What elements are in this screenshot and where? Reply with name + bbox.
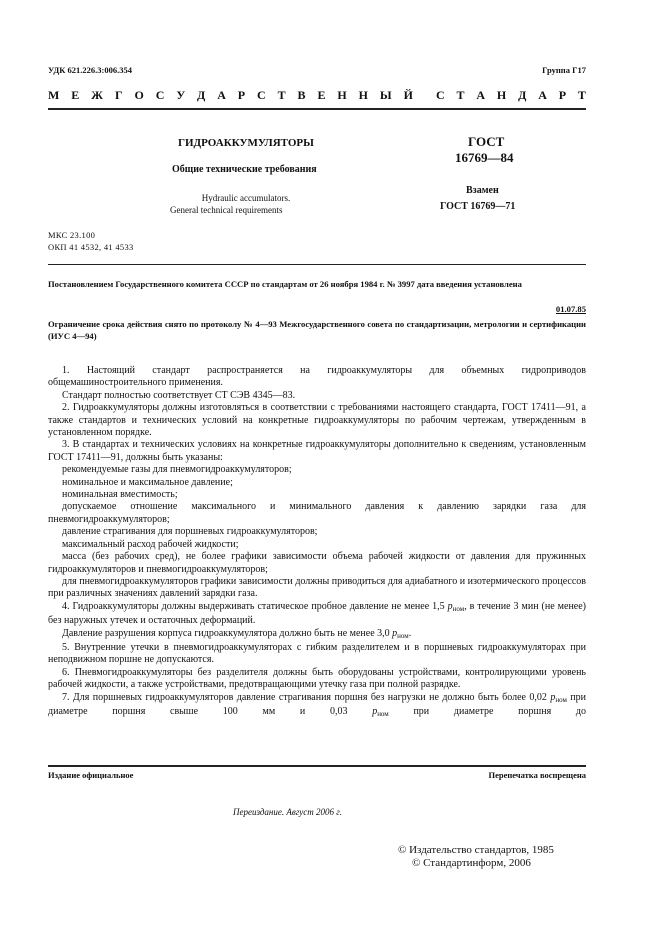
rupture-start: Давление разрушения корпуса гидроаккумулятора должно быть не менее 3,0 (62, 627, 393, 639)
banner-letter: С (257, 88, 266, 102)
standard-body (48, 365, 586, 720)
pressure-symbol: p (447, 600, 453, 612)
pressure-subscript: ном (452, 604, 465, 613)
banner-letter: А (538, 88, 547, 102)
banner-letter: Й (403, 88, 413, 102)
okp-code: ОКП 41 4532, 41 4533 (48, 242, 134, 252)
edition-label: Издание официальное (48, 770, 134, 780)
document-title: ГИДРОАККУМУЛЯТОРЫ (178, 137, 314, 149)
title-divider (48, 264, 586, 265)
list-item-flow-rate: максимальный расход рабочей жидкости; (62, 538, 239, 550)
reissue-note: Переиздание. Август 2006 г. (233, 807, 342, 817)
paragraph-7-end: при диаметре поршня до (388, 705, 587, 717)
banner-word-interstate (48, 88, 413, 103)
gost-label: ГОСТ (468, 134, 505, 149)
list-item-pressure: номинальное и максимальное давление; (62, 476, 233, 488)
paragraph-7 (48, 692, 586, 721)
banner-letter: Ы (379, 88, 392, 102)
paragraph-4 (48, 601, 586, 628)
udk-code: УДК 621.226.3:006.354 (48, 65, 132, 75)
standard-banner (48, 88, 586, 103)
banner-word-standard (436, 88, 586, 103)
banner-letter: Е (317, 88, 326, 102)
restriction-note: Ограничение срока действия снято по протоколу № 4—93 Межгосударственного совета по стандартизации, метрологии и сертификации (ИУС 4—94) (48, 319, 586, 341)
paragraph-1-note: Стандарт полностью соответствует СТ СЭВ 4345—83. (62, 389, 296, 401)
group-code: Группа Г17 (542, 65, 586, 75)
banner-letter: Р (558, 88, 567, 102)
gost-number: 16769—84 (455, 150, 514, 165)
list-item-graphs: для пневмогидроаккумуляторов графики зависимости должны приводиться для адиабатного и изотермического процессов при различных значениях давлений зарядки газа. (48, 575, 586, 600)
banner-letter: А (217, 88, 226, 102)
banner-letter: Н (496, 88, 507, 102)
copyright-1985: © Издательство стандартов, 1985 (398, 844, 554, 856)
list-item-capacity: номинальная вместимость; (62, 489, 178, 501)
pressure-subscript: ном (555, 695, 567, 704)
banner-letter: Т (577, 88, 586, 102)
rupture-end: . (408, 627, 412, 639)
list-item-breakaway-pressure: давление страгивания для поршневых гидроаккумуляторов; (62, 526, 318, 538)
footer-divider (48, 765, 586, 767)
copyright-2006: © Стандартинформ, 2006 (412, 857, 531, 869)
list-item-mass: масса (без рабочих сред), не более графики зависимости объема рабочей жидкости от давления для пружинных гидроаккумуляторов и пневмогидроаккумуляторов; (48, 551, 586, 575)
banner-letter: Д (197, 88, 206, 102)
banner-letter: М (48, 88, 60, 102)
paragraph-3: 3. В стандартах и технических условиях на конкретные гидроаккумуляторы дополнительно к сведениям, установленным ГОСТ 17411—91, должны быть указаны: (48, 439, 586, 463)
mks-code: МКС 23.100 (48, 230, 96, 240)
paragraph-6: 6. Пневмогидроаккумуляторы без разделителя должны быть оборудованы устройствами, контролирующими уровень рабочей жидкости, а также устройствами, предотвращающими утечку газа при полной разрядке. (48, 666, 586, 691)
banner-letter: Ж (91, 88, 104, 102)
banner-letter: Г (114, 88, 123, 102)
introduction-date: 01.07.85 (555, 304, 586, 314)
list-item-pressure-ratio: допускаемое отношение максимального и минимального давления к давлению зарядки газа для пневмогидроаккумуляторов; (48, 501, 586, 525)
banner-letter: О (134, 88, 144, 102)
replaces-label: Взамен (466, 185, 499, 196)
banner-letter: Н (358, 88, 368, 102)
banner-letter: С (155, 88, 165, 102)
decree-text: Постановлением Государственного комитета СССР по стандартам от 26 ноября 1984 г. № 3997 дата введения установлена (48, 279, 522, 289)
banner-letter: С (436, 88, 445, 102)
banner-letter: Н (337, 88, 347, 102)
pressure-symbol: p (392, 627, 398, 639)
paragraph-1: 1. Настоящий стандарт распространяется на гидроаккумуляторы для объемных гидроприводов общемашиностроительного применения. (48, 365, 586, 389)
banner-letter: Е (71, 88, 80, 102)
paragraph-4-end: , в течение 3 мин (не менее) без наружных утечек и остаточных деформаций. (48, 600, 586, 627)
english-title-line2: General technical requirements (170, 205, 283, 215)
document-subtitle: Общие технические требования (172, 164, 317, 175)
banner-letter: А (476, 88, 486, 102)
banner-letter: Т (456, 88, 465, 102)
pressure-subscript: ном (377, 709, 389, 718)
banner-letter: У (176, 88, 186, 102)
paragraph-7-start: 7. Для поршневых гидроаккумуляторов давление страгивания поршня без нагрузки не должно быть более 0,02 (62, 691, 551, 703)
pressure-symbol: p (550, 691, 556, 703)
paragraph-7-middle: при диаметре поршня свыше 100 мм и 0,03 (48, 691, 587, 717)
pressure-symbol: p (372, 705, 378, 717)
paragraph-4-rupture (48, 628, 586, 642)
reprint-label: Перепечатка воспрещена (488, 770, 586, 780)
banner-letter: Т (277, 88, 286, 102)
pressure-subscript: ном (397, 631, 409, 640)
english-title-line1: Hydraulic accumulators. (201, 193, 291, 203)
banner-letter: Р (237, 88, 246, 102)
paragraph-4-start: 4. Гидроаккумуляторы должны выдерживать статическое пробное давление не менее 1,5 (62, 600, 448, 612)
paragraph-2: 2. Гидроаккумуляторы должны изготовляться в соответствии с требованиями настоящего стандарта, ГОСТ 17411—91, а также стандартов и технических условий на конкретные гидроаккумуляторы по рабочим чертежам, утвержденным в установленном порядке. (48, 402, 586, 439)
header-divider (48, 108, 586, 110)
list-item-gases: рекомендуемые газы для пневмогидроаккумуляторов; (62, 464, 292, 476)
banner-letter: Д (518, 88, 527, 102)
banner-letter: В (297, 88, 306, 102)
replaces-number: ГОСТ 16769—71 (440, 201, 516, 212)
paragraph-5: 5. Внутренние утечки в пневмогидроаккумуляторах с гибким разделителем и в поршневых гидроаккумуляторах при неподвижном поршне не допускаются. (48, 641, 586, 666)
